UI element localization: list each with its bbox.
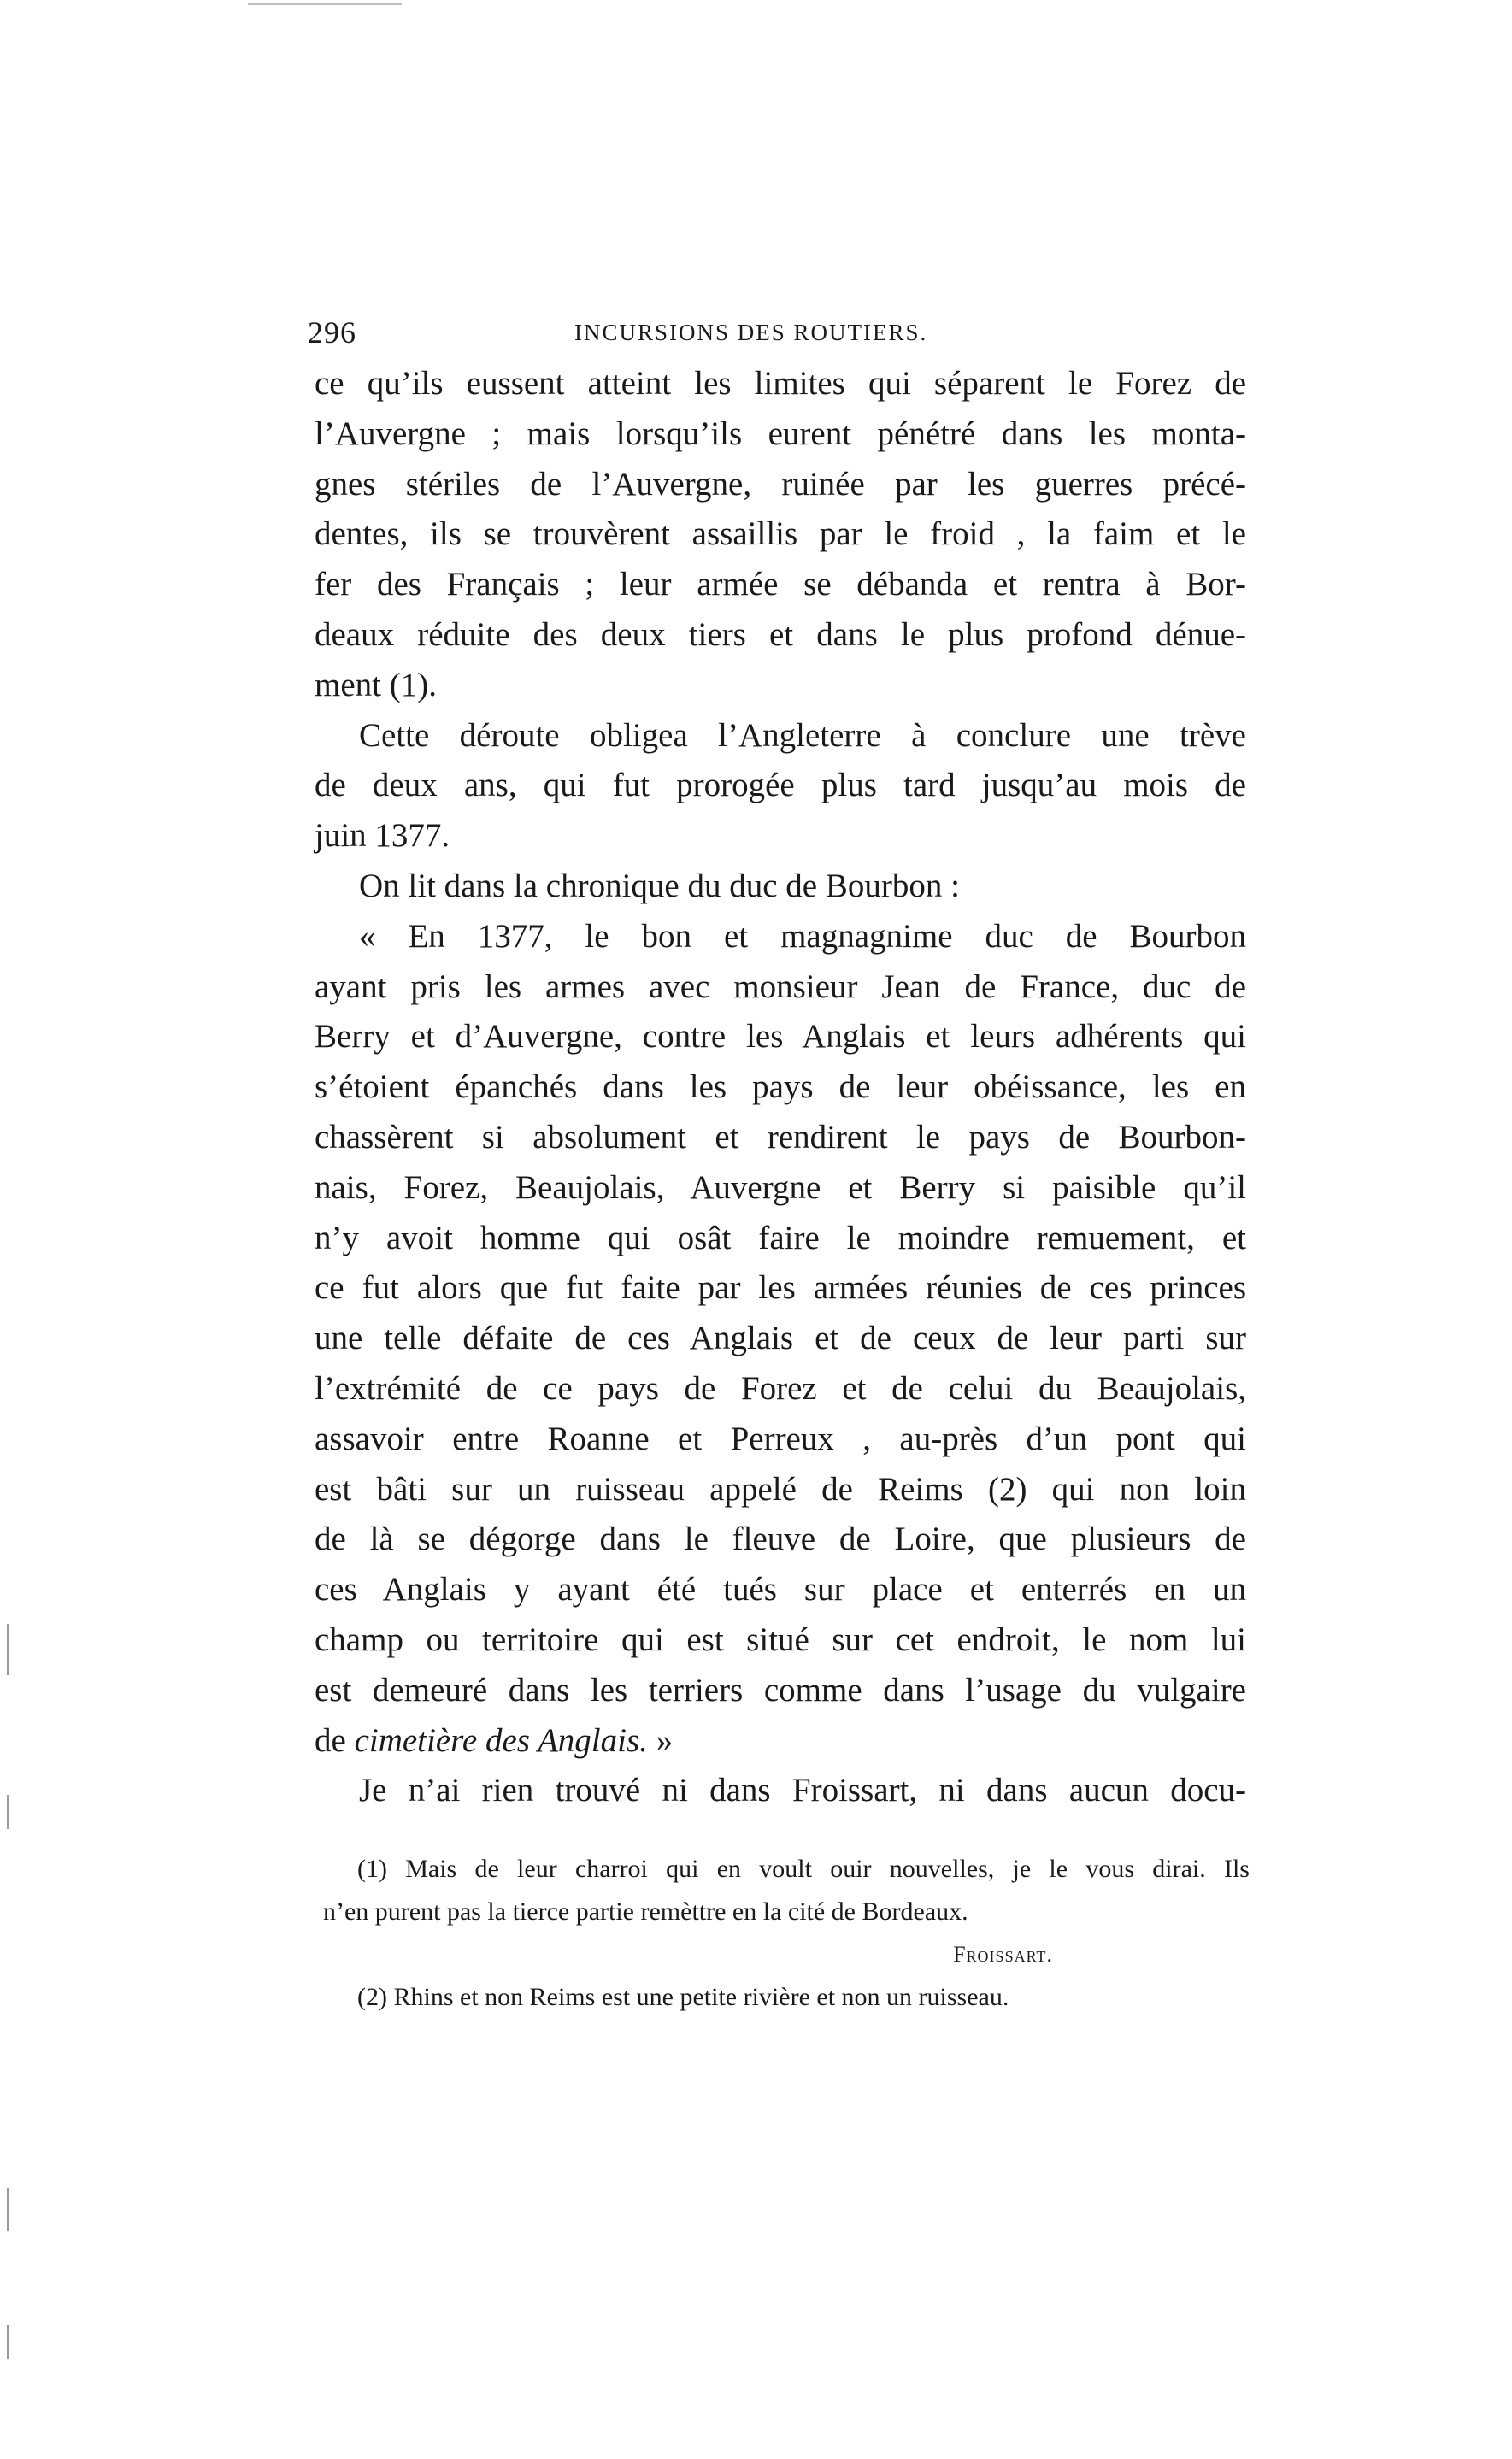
scan-mark — [7, 2325, 9, 2359]
text-line: champ ou territoire qui est situé sur cet endroit, le nom lui — [315, 1621, 1246, 1658]
text-line: deaux réduite des deux tiers et dans le plus profond dénue- — [315, 615, 1246, 653]
text-line: assavoir entre Roanne et Perreux , au-près d’un pont qui — [315, 1420, 1246, 1457]
text-line: de deux ans, qui fut prorogée plus tard jusqu’au mois de — [315, 767, 1246, 804]
text-line: Je n’ai rien trouvé ni dans Froissart, ni dans aucun docu- — [359, 1772, 1246, 1809]
text-line-quote-end — [315, 1716, 1246, 1767]
text-fragment: » — [647, 1721, 674, 1759]
text-line: Cette déroute obligea l’Angleterre à conclure une trève — [359, 716, 1246, 754]
text-line: fer des Français ; leur armée se débanda et rentra à Bor- — [315, 566, 1246, 603]
text-fragment: de — [315, 1721, 355, 1759]
text-line: ayant pris les armes avec monsieur Jean de France, duc de — [315, 968, 1246, 1005]
text-line: gnes stériles de l’Auvergne, ruinée par les guerres précé- — [315, 465, 1246, 503]
text-line: nais, Forez, Beaujolais, Auvergne et Berry si paisible qu’il — [315, 1168, 1246, 1206]
text-line: Berry et d’Auvergne, contre les Anglais et leurs adhérents qui — [315, 1018, 1246, 1056]
italic-place-name: cimetière des Anglais. — [354, 1721, 648, 1759]
footnote-2: (2) Rhins et non Reims est une petite rivière et non un ruisseau. — [357, 1983, 1009, 2011]
text-line: dentes, ils se trouvèrent assaillis par le froid , la faim et le — [315, 515, 1246, 553]
page-number: 296 — [308, 315, 356, 350]
scan-edge-line — [248, 3, 402, 5]
text-line: juin 1377. — [315, 817, 450, 855]
text-line: ces Anglais y ayant été tués sur place et enterrés en un — [315, 1571, 1246, 1609]
text-line: ce fut alors que fut faite par les armées réunies de ces princes — [315, 1269, 1246, 1307]
text-line: l’extrémité de ce pays de Forez et de celui du Beaujolais, — [315, 1369, 1246, 1407]
text-line: « En 1377, le bon et magnagnime duc de Bourbon — [359, 917, 1246, 955]
text-line: de là se dégorge dans le fleuve de Loire, que plusieurs de — [315, 1521, 1246, 1558]
text-line: une telle défaite de ces Anglais et de ceux de leur parti sur — [315, 1320, 1246, 1357]
running-title: INCURSIONS DES ROUTIERS. — [574, 320, 928, 345]
scan-mark — [7, 2188, 9, 2231]
page-header — [308, 315, 1265, 357]
text-line: est bâti sur un ruisseau appelé de Reims (2) qui non loin — [315, 1470, 1246, 1508]
footnote-1-continued: n’en purent pas la tierce partie remèttre en la cité de Bordeaux. — [323, 1897, 968, 1926]
text-line: ce qu’ils eussent atteint les limites qui séparent le Forez de — [315, 365, 1246, 402]
text-line: s’étoient épanchés dans les pays de leur obéissance, les en — [315, 1068, 1246, 1106]
text-line: n’y avoit homme qui osât faire le moindre remuement, et — [315, 1219, 1246, 1256]
text-line: l’Auvergne ; mais lorsqu’ils eurent pénétré dans les monta- — [315, 415, 1246, 452]
text-line: On lit dans la chronique du duc de Bourbon : — [359, 867, 960, 904]
footnote-1: (1) Mais de leur charroi qui en voult ouir nouvelles, je le vous dirai. Ils — [357, 1855, 1250, 1883]
scan-mark — [7, 1624, 9, 1675]
footnotes — [323, 1848, 1250, 2019]
scan-mark — [7, 1795, 9, 1829]
text-line: chassèrent si absolument et rendirent le pays de Bourbon- — [315, 1118, 1246, 1156]
body-text — [315, 359, 1246, 1816]
text-line: ment (1). — [315, 666, 437, 703]
text-line: est demeuré dans les terriers comme dans l’usage du vulgaire — [315, 1671, 1246, 1709]
footnote-1-source: Froissart. — [953, 1942, 1053, 1967]
